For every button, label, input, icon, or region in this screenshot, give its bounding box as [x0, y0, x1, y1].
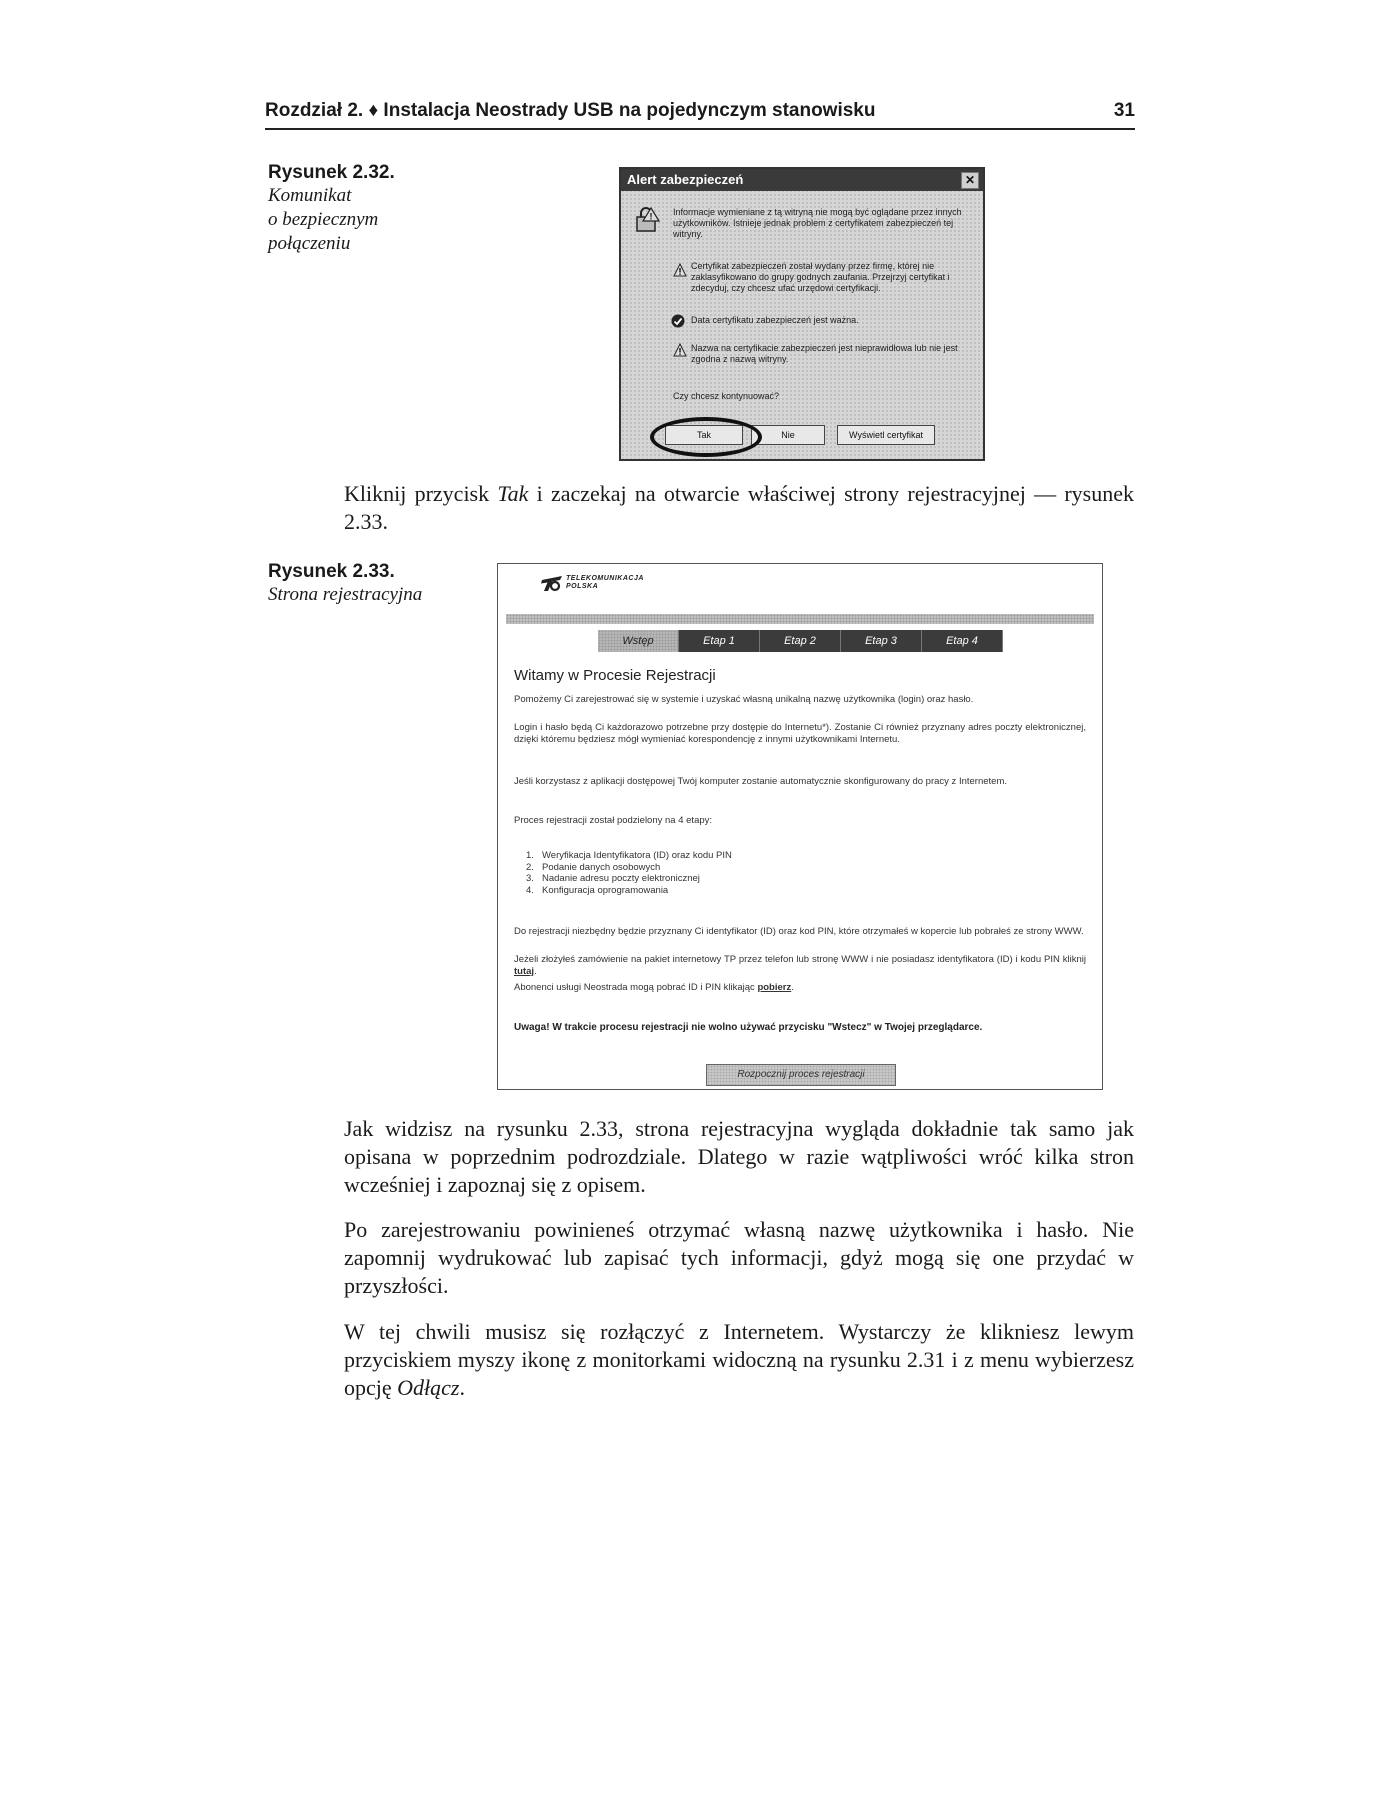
text-span: . — [791, 982, 794, 993]
figure-number: Rysunek 2.32. — [268, 162, 395, 183]
tab-step-2[interactable]: Etap 2 — [760, 630, 841, 652]
logo-line: TELEKOMUNIKACJA — [566, 575, 644, 582]
svg-text:!: ! — [649, 211, 653, 222]
text-span: i zaczekaj na otwarcie właściwej strony rejestracyjnej — rysunek 2.33. — [344, 481, 1134, 534]
page-paragraph: Pomożemy Ci zarejestrować się w systemie i uzyskać własną unikalną nazwę użytkownika (login) oraz hasło. — [514, 694, 974, 705]
text-span: Kliknij przycisk — [344, 481, 498, 506]
checkmark-icon — [671, 314, 685, 328]
dialog-intro: Informacje wymieniane z tą witryną nie mogą być oglądane przez innych użytkowników. Istnieje jednak problem z certyfikatem zabezpieczeń tej witryny. — [673, 207, 962, 239]
text-span: W tej chwili musisz się rozłączyć z Internetem. Wystarczy że klikniesz lewym przyciskiem myszy ikonę z monitorkami widoczną na rysunku 2.31 i z menu wybierzesz opcję — [344, 1319, 1134, 1400]
paragraph-1 — [344, 480, 1134, 536]
text-span: Jeżeli złożyłeś zamówienie na pakiet internetowy TP przez telefon lub stronę WWW i nie posiadasz identyfikatora (ID) i kodu PIN kliknij — [514, 954, 1086, 965]
dialog-ok-1: Data certyfikatu zabezpieczeń jest ważna. — [691, 315, 859, 325]
list-text: Weryfikacja Identyfikatora (ID) oraz kodu PIN — [542, 850, 732, 861]
tp-logo-text — [566, 575, 644, 591]
chapter-title: Rozdział 2. ♦ Instalacja Neostrady USB na pojedynczym stanowisku — [265, 100, 876, 121]
no-button[interactable]: Nie — [751, 425, 825, 445]
warning-text: Uwaga! W trakcie procesu rejestracji nie wolno używać przycisku "Wstecz" w Twojej przeglądarce. — [514, 1022, 983, 1033]
text-span: . — [534, 966, 537, 977]
figure-desc-line: Strona rejestracyjna — [268, 584, 423, 605]
list-item — [526, 885, 732, 897]
tab-step-3[interactable]: Etap 3 — [841, 630, 922, 652]
yes-button[interactable]: Tak — [665, 425, 743, 445]
paragraph-3: Po zarejestrowaniu powinieneś otrzymać własną nazwę użytkownika i hasło. Nie zapomnij wydrukować lub zapisać tych informacji, gdyż mogą się one przydać w przyszłości. — [344, 1217, 1134, 1298]
figure-desc-line: o bezpiecznym — [268, 209, 379, 230]
tab-intro[interactable]: Wstęp — [598, 630, 679, 652]
page-number: 31 — [1113, 100, 1135, 121]
close-icon[interactable]: ✕ — [961, 172, 979, 189]
warning-icon — [673, 263, 687, 277]
dialog-warning-2: Nazwa na certyfikacie zabezpieczeń jest nieprawidłowa lub nie jest zgodna z nazwą witryny. — [691, 343, 958, 364]
logo-line: POLSKA — [566, 583, 599, 590]
page-paragraph: Jeśli korzystasz z aplikacji dostępowej Twój komputer zostanie automatycznie skonfigurowany do pracy z Internetem. — [514, 776, 1007, 787]
security-alert-dialog — [619, 167, 985, 461]
figure-caption-2-32 — [268, 162, 395, 256]
page-paragraph: Login i hasło będą Ci każdorazowo potrzebne przy dostępie do Internetu*). Zostanie Ci również przyznany adres poczty elektronicznej, dzięki któremu będziesz mógł wymieniać korespondencję z innymi użytkownikami Internetu. — [514, 722, 1086, 745]
list-number: 2. — [526, 861, 534, 873]
view-certificate-button[interactable]: Wyświetl certyfikat — [837, 425, 935, 445]
highlight-oval — [650, 417, 762, 457]
page-heading: Witamy w Procesie Rejestracji — [514, 667, 716, 684]
list-number: 1. — [526, 850, 534, 861]
decorative-band — [506, 614, 1094, 624]
paragraph-4 — [344, 1318, 1134, 1402]
list-item — [526, 850, 732, 862]
emphasis-odlacz: Odłącz — [397, 1375, 460, 1400]
list-item — [526, 862, 732, 874]
list-number: 4. — [526, 884, 534, 896]
steps-list — [526, 850, 732, 896]
step-tabs — [598, 630, 1003, 652]
dialog-titlebar — [621, 169, 983, 191]
warning-icon — [673, 343, 687, 357]
running-header — [265, 98, 1135, 130]
emphasis-tak: Tak — [497, 481, 529, 506]
list-number: 3. — [526, 873, 534, 884]
dialog-title: Alert zabezpieczeń — [627, 172, 744, 187]
figure-caption-2-33 — [268, 561, 422, 607]
dialog-question: Czy chcesz kontynuować? — [673, 391, 780, 401]
figure-number: Rysunek 2.33. — [268, 561, 395, 582]
tab-step-1[interactable]: Etap 1 — [679, 630, 760, 652]
pobierz-link[interactable]: pobierz — [757, 982, 792, 993]
text-span: Abonenci usługi Neostrada mogą pobrać ID i PIN klikając — [514, 982, 758, 993]
start-registration-button[interactable]: Rozpocznij proces rejestracji — [706, 1064, 896, 1086]
page-paragraph: Do rejestracji niezbędny będzie przyznany Ci identyfikator (ID) oraz kod PIN, które otrzymałeś w kopercie lub pobrałeś ze strony WWW. — [514, 926, 1084, 937]
tutaj-link[interactable]: tutaj — [514, 966, 535, 977]
dialog-warning-1: Certyfikat zabezpieczeń został wydany przez firmę, której nie zaklasyfikowano do grupy godnych zaufania. Przejrzyj certyfikat i zdecyduj, czy chcesz ufać urzędowi certyfikacji. — [691, 261, 950, 293]
page-paragraph — [514, 982, 1086, 994]
list-text: Konfiguracja oprogramowania — [542, 884, 669, 896]
tab-step-4[interactable]: Etap 4 — [922, 630, 1003, 652]
list-item — [526, 873, 732, 885]
text-span: . — [459, 1375, 465, 1400]
lock-icon — [631, 205, 661, 233]
figure-desc-line: połączeniu — [268, 233, 351, 254]
page-paragraph: Proces rejestracji został podzielony na 4 etapy: — [514, 815, 713, 826]
tp-logo-icon — [540, 574, 564, 592]
paragraph-2: Jak widzisz na rysunku 2.33, strona rejestracyjna wygląda dokładnie tak samo jak opisana w poprzednim podrozdziale. Dlatego w razie wątpliwości wróć kilka stron wcześniej i zapoznaj się z opisem. — [344, 1116, 1134, 1197]
list-text: Nadanie adresu poczty elektronicznej — [542, 873, 700, 884]
registration-page-screenshot — [497, 563, 1103, 1090]
list-text: Podanie danych osobowych — [542, 861, 661, 873]
figure-desc-line: Komunikat — [268, 185, 352, 206]
page-paragraph — [514, 954, 1086, 978]
